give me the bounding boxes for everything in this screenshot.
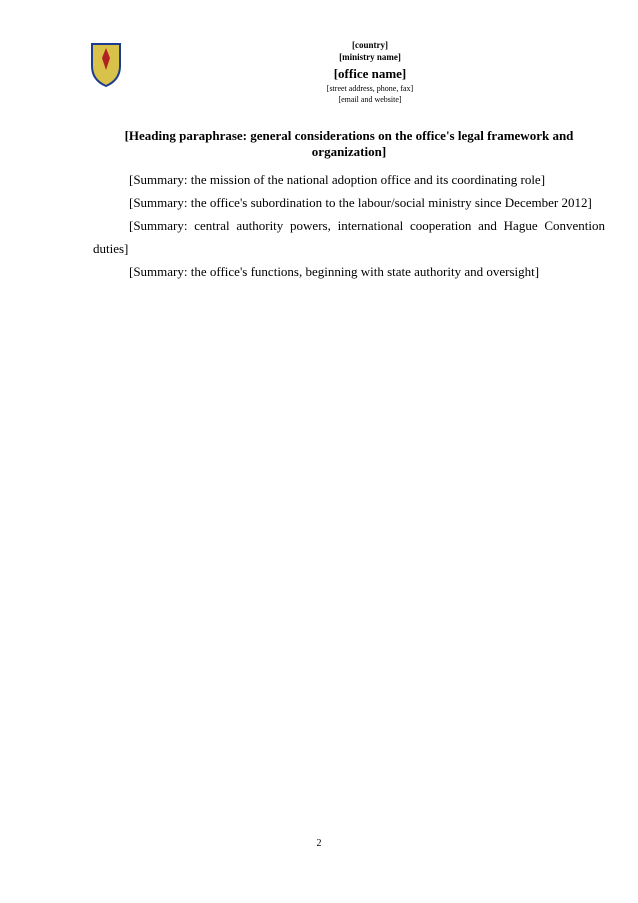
document-title: [Heading paraphrase: general considerations on the office's legal framework and organization]: [124, 128, 574, 159]
header-office: [office name]: [333, 66, 407, 81]
body-paragraph: [Summary: the mission of the national adoption office and its coordinating role]: [129, 172, 546, 187]
header-address: [street address, phone, fax]: [326, 84, 414, 93]
document-body: [93, 168, 605, 283]
page-number: 2: [316, 838, 322, 849]
body-paragraph: [Summary: the office's subordination to the labour/social ministry since December 2012]: [129, 195, 592, 210]
header-ministry: [ministry name]: [339, 52, 401, 62]
header-contacts: [email and website]: [338, 95, 402, 104]
body-paragraph: [Summary: the office's functions, beginning with state authority and oversight]: [129, 264, 540, 279]
coat-of-arms-icon: [86, 36, 126, 88]
body-paragraph: [Summary: central authority powers, international cooperation and Hague Convention duties]: [93, 218, 605, 256]
header-country: [country]: [352, 40, 388, 50]
